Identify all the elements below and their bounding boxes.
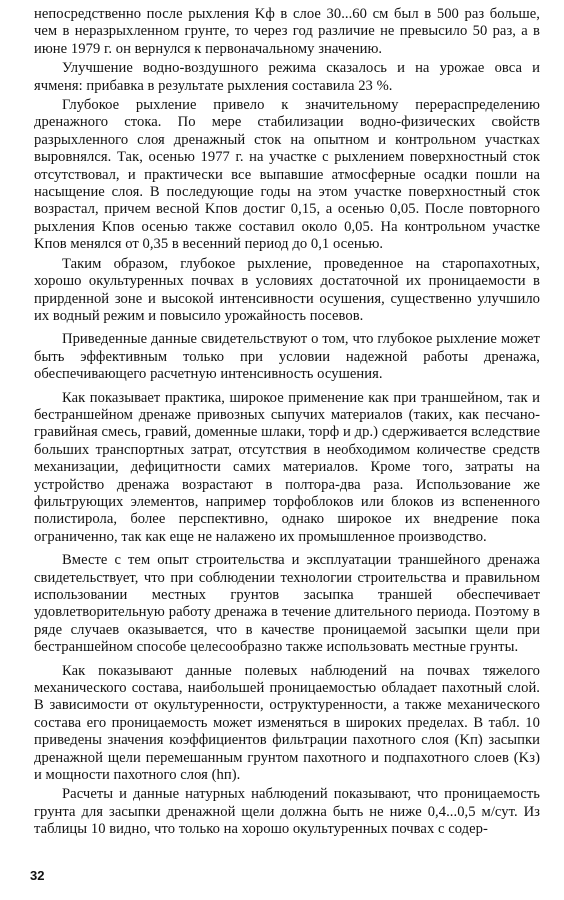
paragraph-1: непосредственно после рыхления Kф в слое 30...60 см был в 500 раз больше, чем в неразрыхленном грунте, то через год различие не превысило 50 раз, а в июне 1979 г. он вернулся к первоначальному значению. [34, 6, 540, 57]
paragraph-5: Приведенные данные свидетельствуют о том, что глубокое рыхление может быть эффективным только при условии надежной работы дренажа, обеспечивающего расчетную интенсивность осушения. [34, 331, 540, 383]
text-column [34, 6, 540, 839]
paragraph-7: Вместе с тем опыт строительства и эксплуатации траншейного дренажа свидетельствует, что при соблюдении технологии строительства и правильном использовании местных грунтов засыпка траншей обеспечивает удовлетворительную работу дренажа в течение длительного периода. Поэтому в ряде случаев оказывается, что в качестве проницаемой засыпки щели при бестраншейном способе целесообразно также использовать местные грунты. [34, 552, 540, 656]
paragraph-4: Таким образом, глубокое рыхление, проведенное на старопахотных, хорошо окультуренных почвах в условиях достаточной их проницаемости в прирденной зоне и высокой интенсивности осушения, существенно улучшило их водный режим и повысило урожайность посевов. [34, 255, 540, 324]
paragraph-6: Как показывает практика, широкое применение как при траншейном, так и бестраншейном дренаже привозных сыпучих материалов (таких, как песчано-гравийная смесь, гравий, доменные шлаки, торф и др.) сдерживается вследствие больших транспортных затрат, отсутствия в необходимом количестве средств механизации, дефицитности самих материалов. Кроме того, затраты на устройство дренажа возрастают в полтора-два раза. Использование же фильтрующих элементов, например торфоблоков или блоков из вспененного полистирола, более перспективно, однако широкое их внедрение пока ограниченно, так как еще не налажено их промышленное производство. [34, 389, 540, 545]
paragraph-3: Глубокое рыхление привело к значительному перераспределению дренажного стока. По мере стабилизации водно-физических свойств разрыхленного слоя дренажный сток на опытном и контрольном участках выровнялся. Так, осенью 1977 г. на участке с рыхлением поверхностный сток отсутствовал, и практически все выпавшие атмосферные осадки пошли на насыщение слоя. В последующие годы на этом участке поверхностный сток возрастал, причем весной Kпов достиг 0,15, а осенью 0,05. После повторного рыхления Kпов осенью также составил около 0,05. На контрольном участке Kпов менялся от 0,35 в весенний период до 0,1 осенью. [34, 97, 540, 253]
page-number: 32 [30, 868, 45, 883]
paragraph-2: Улучшение водно-воздушного режима сказалось и на урожае овса и ячменя: прибавка в результате рыхления составила 23 %. [34, 60, 540, 94]
paragraph-8: Как показывают данные полевых наблюдений на почвах тяжелого механического состава, наибольшей проницаемостью обладает пахотный слой. В зависимости от окультуренности, оструктуренности, а также механического состава его проницаемость может изменяться в широких пределах. В табл. 10 приведены значения коэффициентов фильтрации пахотного слоя (Kп) засыпки дренажной щели перемешанным грунтом пахотного и подпахотного слоев (Kз) и мощности пахотного слоя (hп). [34, 662, 540, 784]
paragraph-9: Расчеты и данные натурных наблюдений показывают, что проницаемость грунта для засыпки дренажной щели должна быть не ниже 0,4...0,5 м/сут. Из таблицы 10 видно, что только на хорошо окультуренных почвах с содер- [34, 786, 540, 838]
